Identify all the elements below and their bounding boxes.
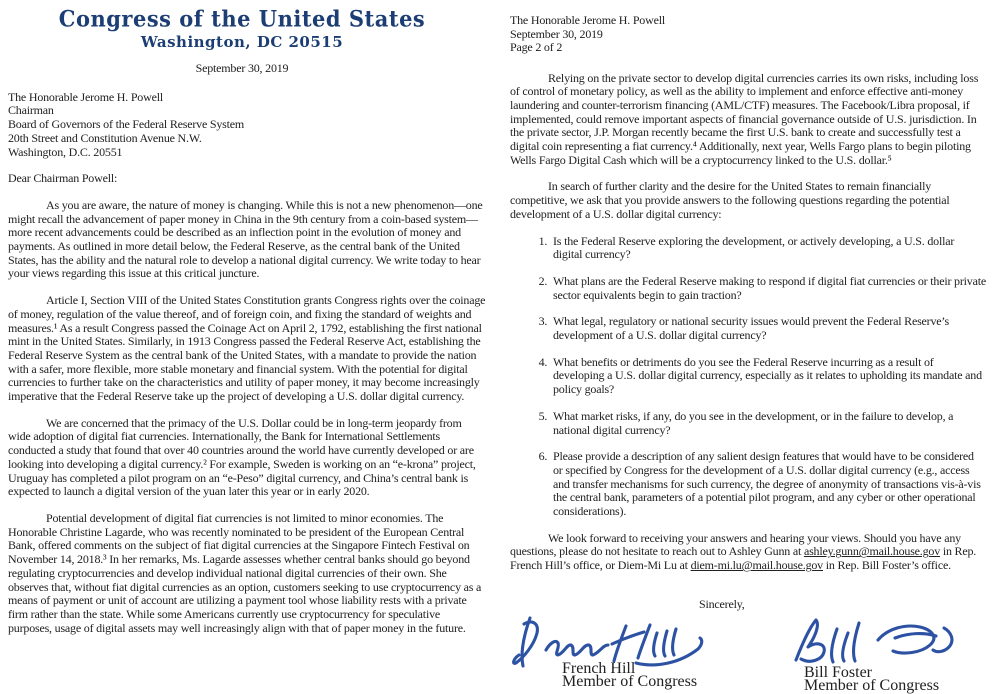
recipient-line: Chairman — [8, 103, 54, 118]
salutation: Dear Chairman Powell: — [8, 171, 118, 186]
letterhead-subtitle: Washington, DC 20515 — [140, 33, 344, 51]
letter-page-2 — [501, 0, 1003, 694]
ashley-gunn-email-link[interactable]: ashley.gunn@mail.house.gov — [803, 544, 941, 559]
questions-list — [510, 235, 986, 519]
question-item-5: 5. What market risks, if any, do you see in the development, or in the failure to develop, a national digital currency? — [550, 410, 986, 437]
question-item-3: 3. What legal, regulatory or national security issues would prevent the Federal Reserve’s development of a U.S. dollar digital currency? — [550, 315, 986, 342]
question-item-6: 6. Please provide a description of any salient design features that would have to be considered or specified by Congress for the development of a U.S. dollar digital currency (e.g., access and transfer mechanisms for such currency, the degree of anonymity of transactions vis-à-vis the central bank, parameters of a potential pilot program, and any cyber or other operational considerations). — [550, 450, 986, 519]
question-item-4: 4. What benefits or detriments do you see the Federal Reserve incurring as a result of developing a U.S. dollar digital currency, especially as it relates to upholding its mandate and policy goals? — [550, 356, 986, 397]
recipient-address — [8, 91, 486, 160]
letter-page-1 — [0, 0, 501, 665]
congressional-letterhead — [8, 6, 486, 51]
signature-row — [510, 616, 986, 693]
question-item-1: 1. Is the Federal Reserve exploring the development, or actively developing, a U.S. dollar digital currency? — [550, 235, 986, 262]
paragraph-request-answers: In search of further clarity and the desire for the United States to remain financially competitive, we ask that you provide answers to the following questions regarding the potential development of a U.S. dollar digital currency: — [510, 179, 950, 221]
valediction: Sincerely, — [699, 596, 745, 611]
paragraph-constitution: Article I, Section VIII of the United States Constitution grants Congress rights over the coinage of money, regulation of the value thereof, and of foreign coin, and fixing the standard of weights and measures.¹ As a result Congress passed the Coinage Act on April 2, 1792, establishing the first national mint in the United States. Similarly, in 1913 Congress passed the Federal Reserve Act, establishing the Federal Reserve System as the central bank of the United States, with a mandate to provide the nation with a safer, more flexible, more stable monetary and financial system. With the potential for digital currencies to further take on the characteristics and utility of paper money, it may become increasingly imperative that the Federal Reserve take up the project of developing a U.S. dollar digital currency. — [8, 293, 486, 404]
question-item-2: 2. What plans are the Federal Reserve making to respond if digital fiat currencies or their private sector equivalents begin to gain traction? — [550, 275, 986, 302]
closing-paragraph — [510, 532, 986, 573]
signer-name: French Hill — [562, 659, 636, 677]
closing-text: We look forward to receiving your answers and hearing your views. Should you have any questions, please do not hesitate to reach out to Ashley Gunn at — [510, 530, 961, 559]
bill-foster-signature — [782, 616, 977, 668]
page2-header-date: September 30, 2019 — [510, 26, 603, 41]
signer-title: Member of Congress — [562, 673, 698, 691]
paragraph-lagarde: Potential development of digital fiat currencies is not limited to minor economies. The Honorable Christine Lagarde, who was recently nominated to be president of the European Central Bank, offered comments on the subject of fiat digital currencies at the Singapore Fintech Festival on November 14, 2018.³ In her remarks, Ms. Lagarde assesses whether central banks should go beyond regulating cryptocurrencies and develop individual national digital currencies of their own. She observes that, without fiat digital currencies as an option, customers seeking to use cryptocurrency as a means of payment or unit of account are utilizing a payment tool whose liability rests with a private firm rather than the state. While some Americans currently use cryptocurrency for speculative purposes, usage of digital assets may well increasingly align with that of paper money in the future. — [8, 510, 482, 635]
recipient-line: Board of Governors of the Federal Reserve System — [8, 117, 245, 132]
recipient-line: Washington, D.C. 20551 — [8, 144, 123, 159]
bill-foster-signature-block — [782, 616, 982, 693]
page2-header — [510, 14, 986, 55]
page2-header-recipient: The Honorable Jerome H. Powell — [510, 13, 665, 27]
closing-text: in Rep. French Hill’s office, or Diem-Mi Lu at — [510, 544, 977, 573]
page2-header-page-number: Page 2 of 2 — [510, 40, 563, 54]
paragraph-private-sector-risks: Relying on the private sector to develop digital currencies carries its own risks, including loss of control of monetary policy, as well as the ability to implement and enforce effective anti-money laundering and counter-terrorism financing (AML/CTF) measures. The Facebook/Libra proposal, if implemented, could remove important aspects of financial governance outside of U.S. jurisdiction. In the private sector, J.P. Morgan recently became the first U.S. bank to create and successfully test a digital coin representing a fiat currency.⁴ Additionally, next year, Wells Fargo plans to begin piloting Wells Fargo Digital Cash which will be a cryptocurrency linked to the U.S. dollar.⁵ — [510, 70, 979, 167]
bill-foster-name-title — [804, 663, 982, 694]
paragraph-money-changing: As you are aware, the nature of money is changing. While this is not a new phenomenon—one might recall the advancement of paper money in China in the 9th century from a coin-based system—more recent advancements could be described as an inflection point in the evolution of money and payments. As outlined in more detail below, the Federal Reserve, as the central bank of the United States, has the ability and the natural role to develop a national digital currency. We write today to hear your views regarding this issue at this critical juncture. — [8, 197, 483, 281]
signer-title: Member of Congress — [804, 677, 940, 694]
letter-date: September 30, 2019 — [195, 61, 289, 75]
french-hill-name-title — [562, 659, 782, 691]
paragraph-dollar-primacy: We are concerned that the primacy of the U.S. Dollar could be in long-term jeopardy from wide adoption of digital fiat currencies. Internationally, the Bank for International Settlements conducted a study that found that over 40 countries around the world have currently developed or are looking into developing a digital currency.² For example, Sweden is working on an “e-krona” project, Uruguay has completed a pilot program on an “e-Peso” digital currency, and China’s central bank is expected to launch a digital version of the yuan later this year or in early 2020. — [8, 415, 476, 499]
letterhead-title: Congress of the United States — [58, 5, 426, 32]
recipient-line: The Honorable Jerome H. Powell — [8, 89, 163, 104]
french-hill-signature-block — [510, 616, 782, 693]
diem-mi-lu-email-link[interactable]: diem-mi.lu@mail.house.gov — [690, 558, 823, 573]
closing-text: in Rep. Bill Foster’s office. — [822, 558, 951, 573]
recipient-line: 20th Street and Constitution Avenue N.W. — [8, 130, 202, 145]
signer-name: Bill Foster — [804, 663, 873, 681]
